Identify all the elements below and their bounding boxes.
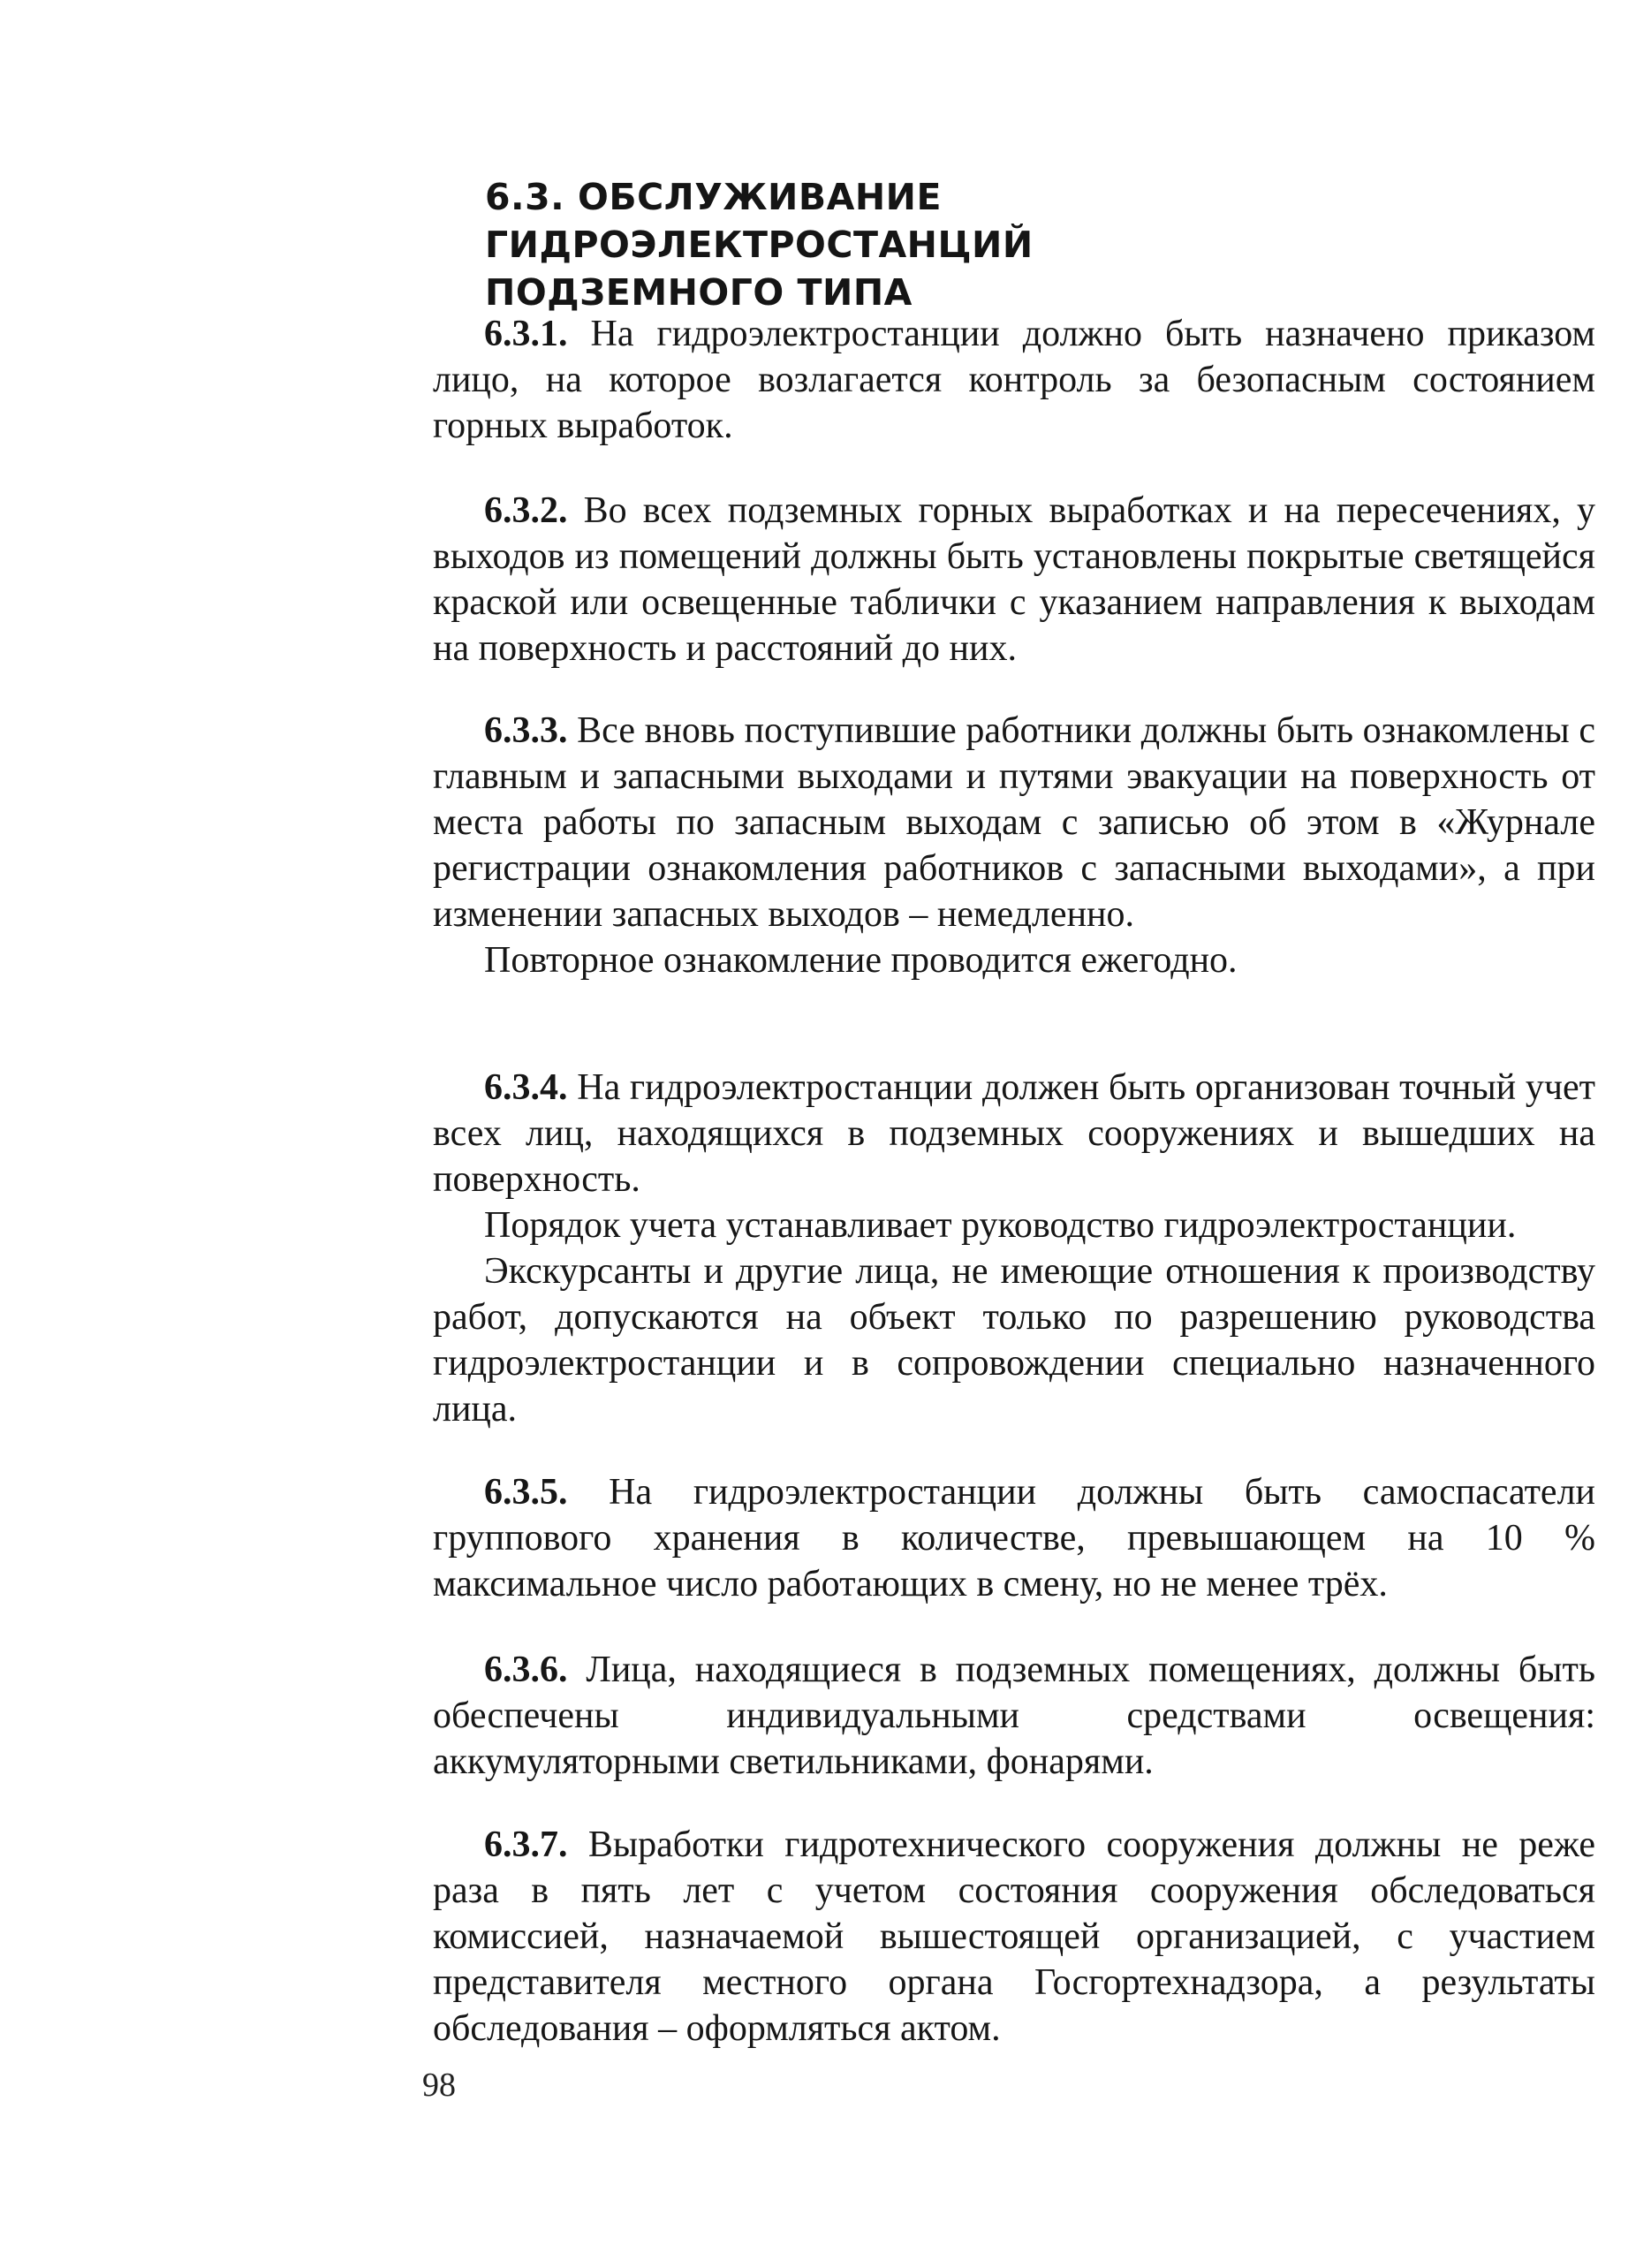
clause-paragraph-2 <box>433 1202 1595 1248</box>
clause-text: Во всех подземных горных выработках и на пересечениях, у выходов из помещений должны быть установлены покрытые светящейся краской или освещенные таблички с указанием направления к выходам на поверхность и расстояний до них. <box>433 490 1595 669</box>
clause-number: 6.3.7. <box>484 1824 568 1865</box>
clause-text: Выработки гидротехнического сооружения должны не реже раза в пять лет с учетом состояния сооружения обследоваться комиссией, назначаемой вышестоящей организацией, с участием представителя местного органа Госгортехнадзора, а результаты обследования – оформляться актом. <box>433 1824 1596 2049</box>
clause-number: 6.3.1. <box>484 314 568 354</box>
clause-text: На гидроэлектростанции должен быть организован точный учет всех лиц, находящихся в подземных сооружениях и вышедших на поверхность. <box>433 1067 1596 1200</box>
clause-paragraph-2 <box>433 937 1595 983</box>
clause-6-3-2 <box>433 488 1595 671</box>
clause-paragraph-3 <box>433 1248 1595 1432</box>
clause-paragraph <box>433 488 1595 671</box>
clause-text: Повторное ознакомление проводится ежегодно. <box>484 940 1238 981</box>
clause-text: Экскурсанты и другие лица, не имеющие отношения к производству работ, допускаются на объект только по разрешению руководства гидроэлектростанции и в сопровождении специально назначенного лица. <box>433 1251 1595 1430</box>
section-heading-line-1: 6.3. ОБСЛУЖИВАНИЕ ГИДРОЭЛЕКТРОСТАНЦИЙ <box>485 176 1034 266</box>
clause-paragraph <box>433 708 1595 937</box>
clause-text: Порядок учета устанавливает руководство гидроэлектростанции. <box>484 1205 1517 1246</box>
clause-6-3-1 <box>433 311 1595 449</box>
clause-text: Лица, находящиеся в подземных помещениях, должны быть обеспечены индивидуальными средствами освещения: аккумуляторными светильниками, фонарями. <box>433 1650 1596 1782</box>
clause-text: На гидроэлектростанции должны быть самоспасатели группового хранения в количестве, превышающем на 10 % максимальное число работающих в смену, но не менее трёх. <box>433 1472 1595 1604</box>
clause-6-3-5 <box>433 1469 1595 1607</box>
clause-number: 6.3.3. <box>484 710 568 751</box>
section-heading <box>485 173 1457 316</box>
clause-number: 6.3.5. <box>484 1472 568 1513</box>
clause-6-3-4 <box>433 1065 1595 1432</box>
clause-number: 6.3.6. <box>484 1650 568 1690</box>
page-number: 98 <box>422 2067 456 2104</box>
clause-number: 6.3.2. <box>484 490 568 531</box>
clause-6-3-3 <box>433 708 1595 983</box>
clause-paragraph <box>433 1822 1595 2052</box>
clause-number: 6.3.4. <box>484 1067 568 1108</box>
clause-6-3-6 <box>433 1647 1595 1785</box>
clause-paragraph <box>433 1647 1595 1785</box>
clause-text: На гидроэлектростанции должно быть назначено приказом лицо, на которое возлагается контроль за безопасным состоянием горных выработок. <box>433 314 1595 446</box>
clause-text: Все вновь поступившие работники должны быть ознакомлены с главным и запасными выходами и путями эвакуации на поверхность от места работы по запасным выходам с записью об этом в «Журнале регистрации ознакомления работников с запасными выходами», а при изменении запасных выходов – немедленно. <box>433 710 1595 935</box>
section-heading-line-2: ПОДЗЕМНОГО ТИПА <box>485 271 913 314</box>
clause-paragraph <box>433 1469 1595 1607</box>
clause-paragraph <box>433 311 1595 449</box>
clause-paragraph <box>433 1065 1595 1202</box>
clause-6-3-7 <box>433 1822 1595 2052</box>
